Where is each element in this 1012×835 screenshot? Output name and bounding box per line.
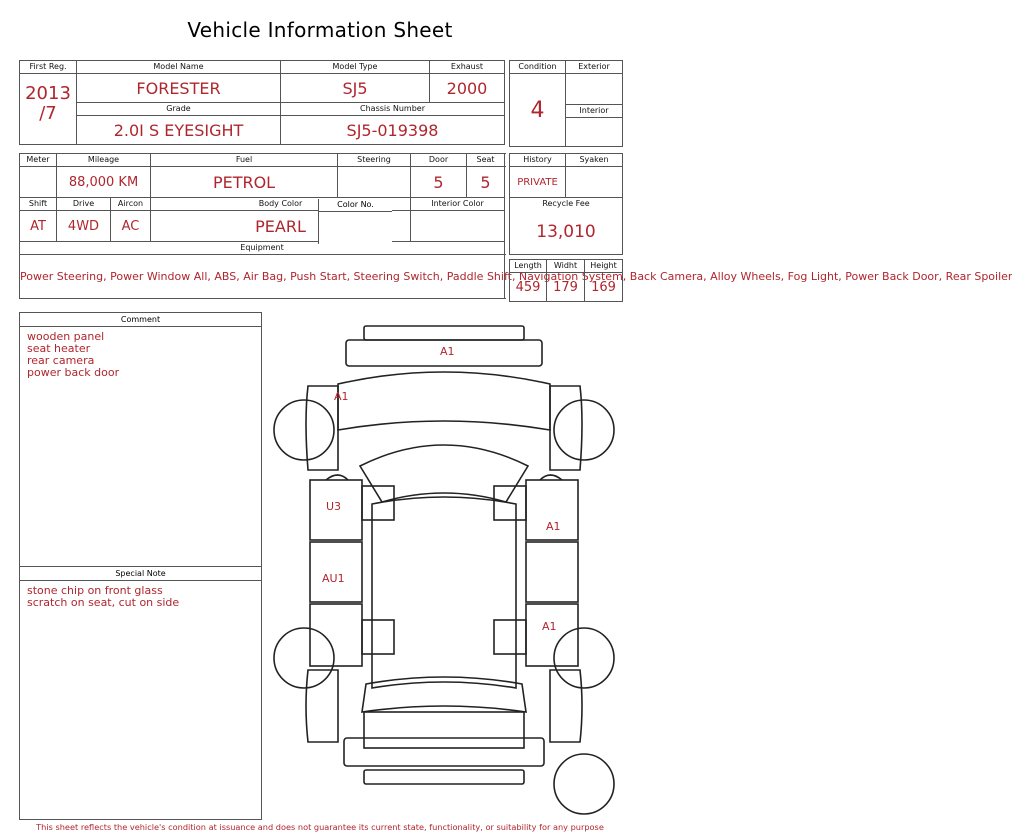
model-type-value: SJ5 [281, 74, 430, 103]
history-label: History [510, 154, 566, 167]
door-value: 5 [411, 167, 467, 198]
comment-line: seat heater [27, 342, 91, 355]
disclaimer: This sheet reflects the vehicle's condition at issuance and does not guarantee its current state, functionality, or suitability for any purpose [36, 822, 604, 832]
grade-label: Grade [77, 103, 281, 116]
chassis-value: SJ5-019398 [281, 116, 505, 145]
comment-line: power back door [27, 366, 120, 379]
chassis-label: Chassis Number [281, 103, 505, 116]
condition-value: 4 [510, 74, 566, 147]
model-name-label: Model Name [77, 61, 281, 74]
first-reg-value [20, 74, 77, 145]
basic-info-table [19, 60, 505, 145]
shift-label: Shift [20, 198, 57, 211]
damage-mark: A1 [440, 345, 455, 358]
model-type-label: Model Type [281, 61, 430, 74]
damage-mark: A1 [542, 620, 557, 633]
recycle-fee-value: 13,010 [510, 211, 623, 255]
recycle-fee-label: Recycle Fee [510, 198, 623, 211]
interior-color-value [411, 211, 505, 242]
exhaust-label: Exhaust [430, 61, 505, 74]
syaken-value [566, 167, 623, 198]
exterior-label: Exterior [566, 61, 623, 74]
comment-line: wooden panel [27, 330, 105, 343]
length-label: Length [510, 260, 547, 273]
comment-label: Comment [20, 313, 261, 327]
steering-value [338, 167, 411, 198]
door-label: Door [411, 154, 467, 167]
exterior-value [566, 74, 623, 105]
damage-mark: A1 [334, 390, 349, 403]
mileage-label: Mileage [57, 154, 151, 167]
damage-mark: AU1 [322, 572, 345, 585]
height-label: Height [585, 260, 623, 273]
special-note-label: Special Note [20, 567, 261, 581]
interior-label: Interior [566, 105, 623, 118]
equipment-value: Power Steering, Power Window All, ABS, Air Bag, Push Start, Steering Switch, Paddle Shift, Navigation System, Back Camera, Alloy Wheels, Fog Light, Power Back Door, Rear Spoiler [20, 255, 505, 299]
shift-value: AT [20, 211, 57, 242]
history-value: PRIVATE [510, 167, 566, 198]
damage-mark: U3 [326, 500, 342, 513]
car-damage-diagram [268, 320, 628, 820]
fuel-value: PETROL [151, 167, 338, 198]
special-note-box [19, 566, 262, 820]
dimensions-table [509, 259, 623, 302]
interior-value [566, 118, 623, 147]
length-value: 459 [510, 273, 547, 302]
model-name-value: FORESTER [77, 74, 281, 103]
first-reg-month: /7 [39, 103, 57, 124]
syaken-label: Syaken [566, 154, 623, 167]
special-note-line: scratch on seat, cut on side [27, 596, 180, 609]
width-value: 179 [547, 273, 585, 302]
meter-label: Meter [20, 154, 57, 167]
fuel-label: Fuel [151, 154, 338, 167]
body-color-value: PEARL [151, 211, 411, 242]
exhaust-value: 2000 [430, 74, 505, 103]
aircon-label: Aircon [111, 198, 151, 211]
special-note-line: stone chip on front glass [27, 584, 163, 597]
condition-table [509, 60, 623, 147]
aircon-value: AC [111, 211, 151, 242]
first-reg-label: First Reg. [20, 61, 77, 74]
condition-label: Condition [510, 61, 566, 74]
history-table [509, 153, 623, 255]
comment-line: rear camera [27, 354, 95, 367]
grade-value: 2.0I S EYESIGHT [77, 116, 281, 145]
steering-label: Steering [338, 154, 411, 167]
comment-box [19, 312, 262, 567]
mileage-value: 88,000 KM [57, 167, 151, 198]
color-no-box [318, 199, 392, 244]
drive-value: 4WD [57, 211, 111, 242]
first-reg-year: 2013 [25, 83, 71, 104]
sheet-title: Vehicle Information Sheet [187, 18, 453, 42]
seat-value: 5 [467, 167, 505, 198]
seat-label: Seat [467, 154, 505, 167]
damage-mark: A1 [546, 520, 561, 533]
comment-lines [20, 327, 261, 383]
drive-label: Drive [57, 198, 111, 211]
width-label: Widht [547, 260, 585, 273]
equipment-label: Equipment [20, 242, 505, 255]
color-no-label: Color No. [319, 199, 392, 212]
meter-value [20, 167, 57, 198]
height-value: 169 [585, 273, 623, 302]
body-color-label: Body Color [151, 198, 411, 211]
interior-color-label: Interior Color [411, 198, 505, 211]
special-note-lines [20, 581, 261, 613]
